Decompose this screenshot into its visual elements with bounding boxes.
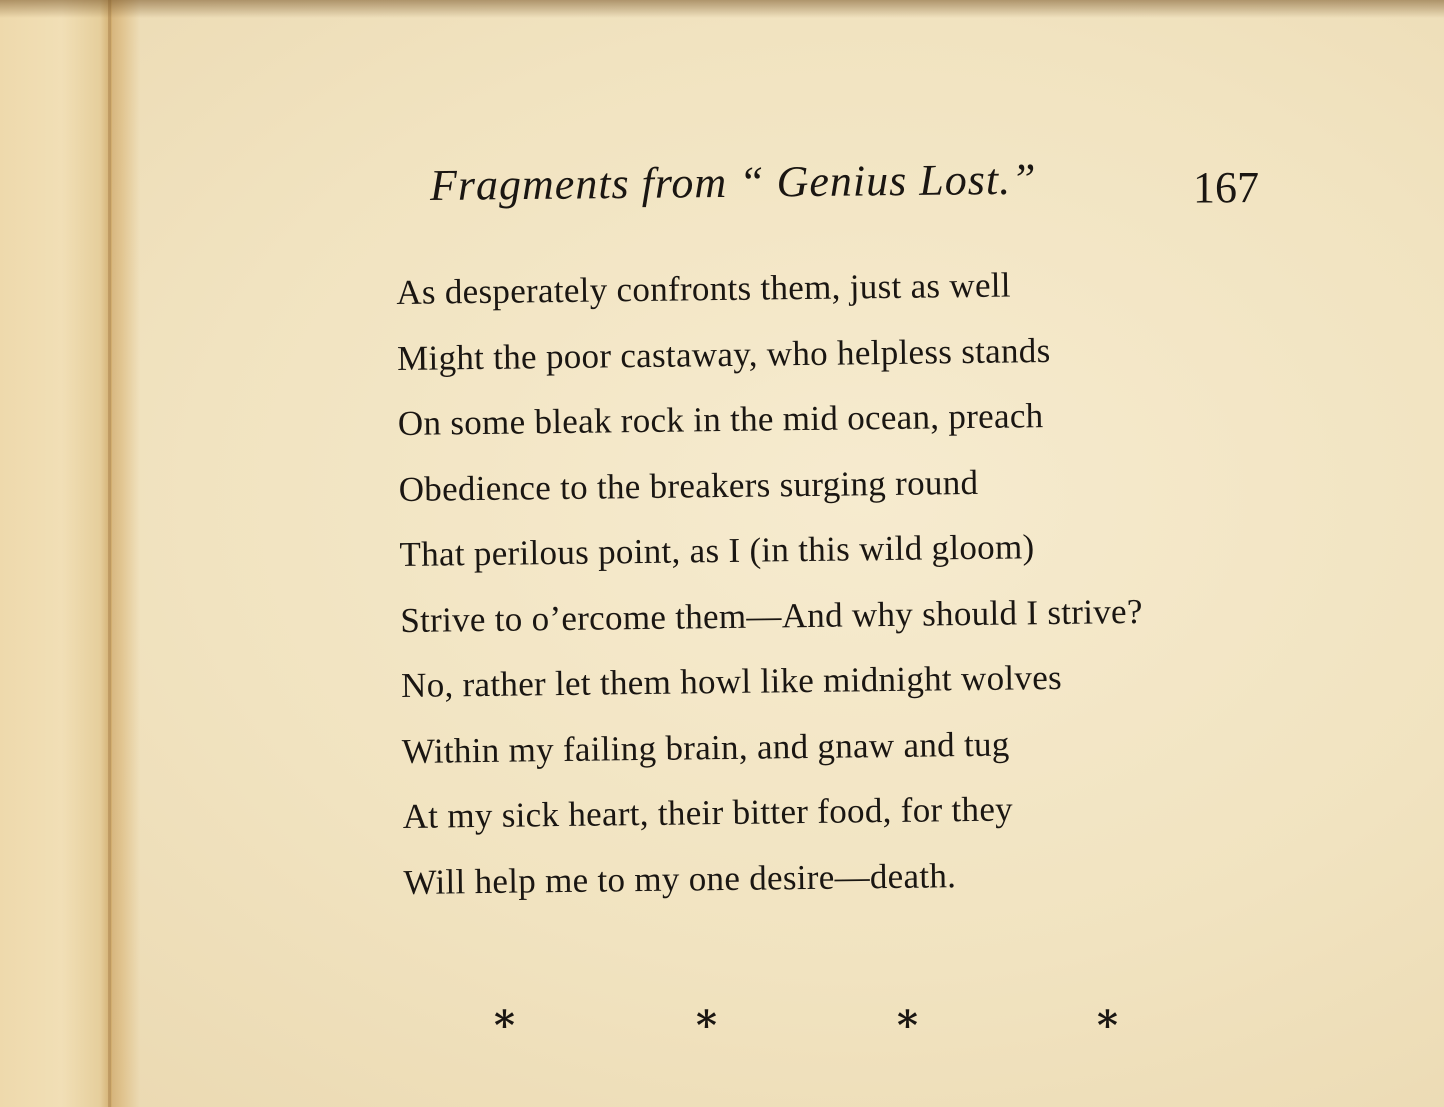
poem-line: On some bleak rock in the mid ocean, preach <box>397 396 1044 443</box>
poem-line: At my sick heart, their bitter food, for they <box>402 789 1014 836</box>
top-edge-shadow <box>0 0 1444 18</box>
poem-line: That perilous point, as I (in this wild gloom) <box>399 527 1035 574</box>
binding-crease <box>108 0 111 1107</box>
asterisk-ornament: * <box>696 1002 717 1049</box>
poem-line: As desperately confronts them, just as well <box>396 265 1012 312</box>
page-number: 167 <box>1193 163 1259 212</box>
asterisk-ornament: * <box>897 1002 918 1049</box>
poem-line: Strive to o’ercome them—And why should I strive? <box>400 591 1143 640</box>
poem-line: Will help me to my one desire—death. <box>403 855 957 902</box>
section-break <box>0 1002 1444 1052</box>
poem-stanza <box>396 259 1146 923</box>
facing-page-edge <box>0 0 112 1107</box>
page-gutter-shadow <box>100 0 140 1107</box>
asterisk-ornament: * <box>494 1002 515 1049</box>
asterisk-ornament: * <box>1097 1002 1118 1049</box>
poem-line: Might the poor castaway, who helpless stands <box>396 330 1051 378</box>
poem-line: No, rather let them howl like midnight wolves <box>400 657 1063 705</box>
poem-line: Within my failing brain, and gnaw and tug <box>401 724 1010 771</box>
running-title: Fragments from “ Genius Lost.” <box>429 154 1037 210</box>
poem-line: Obedience to the breakers surging round <box>398 462 979 509</box>
